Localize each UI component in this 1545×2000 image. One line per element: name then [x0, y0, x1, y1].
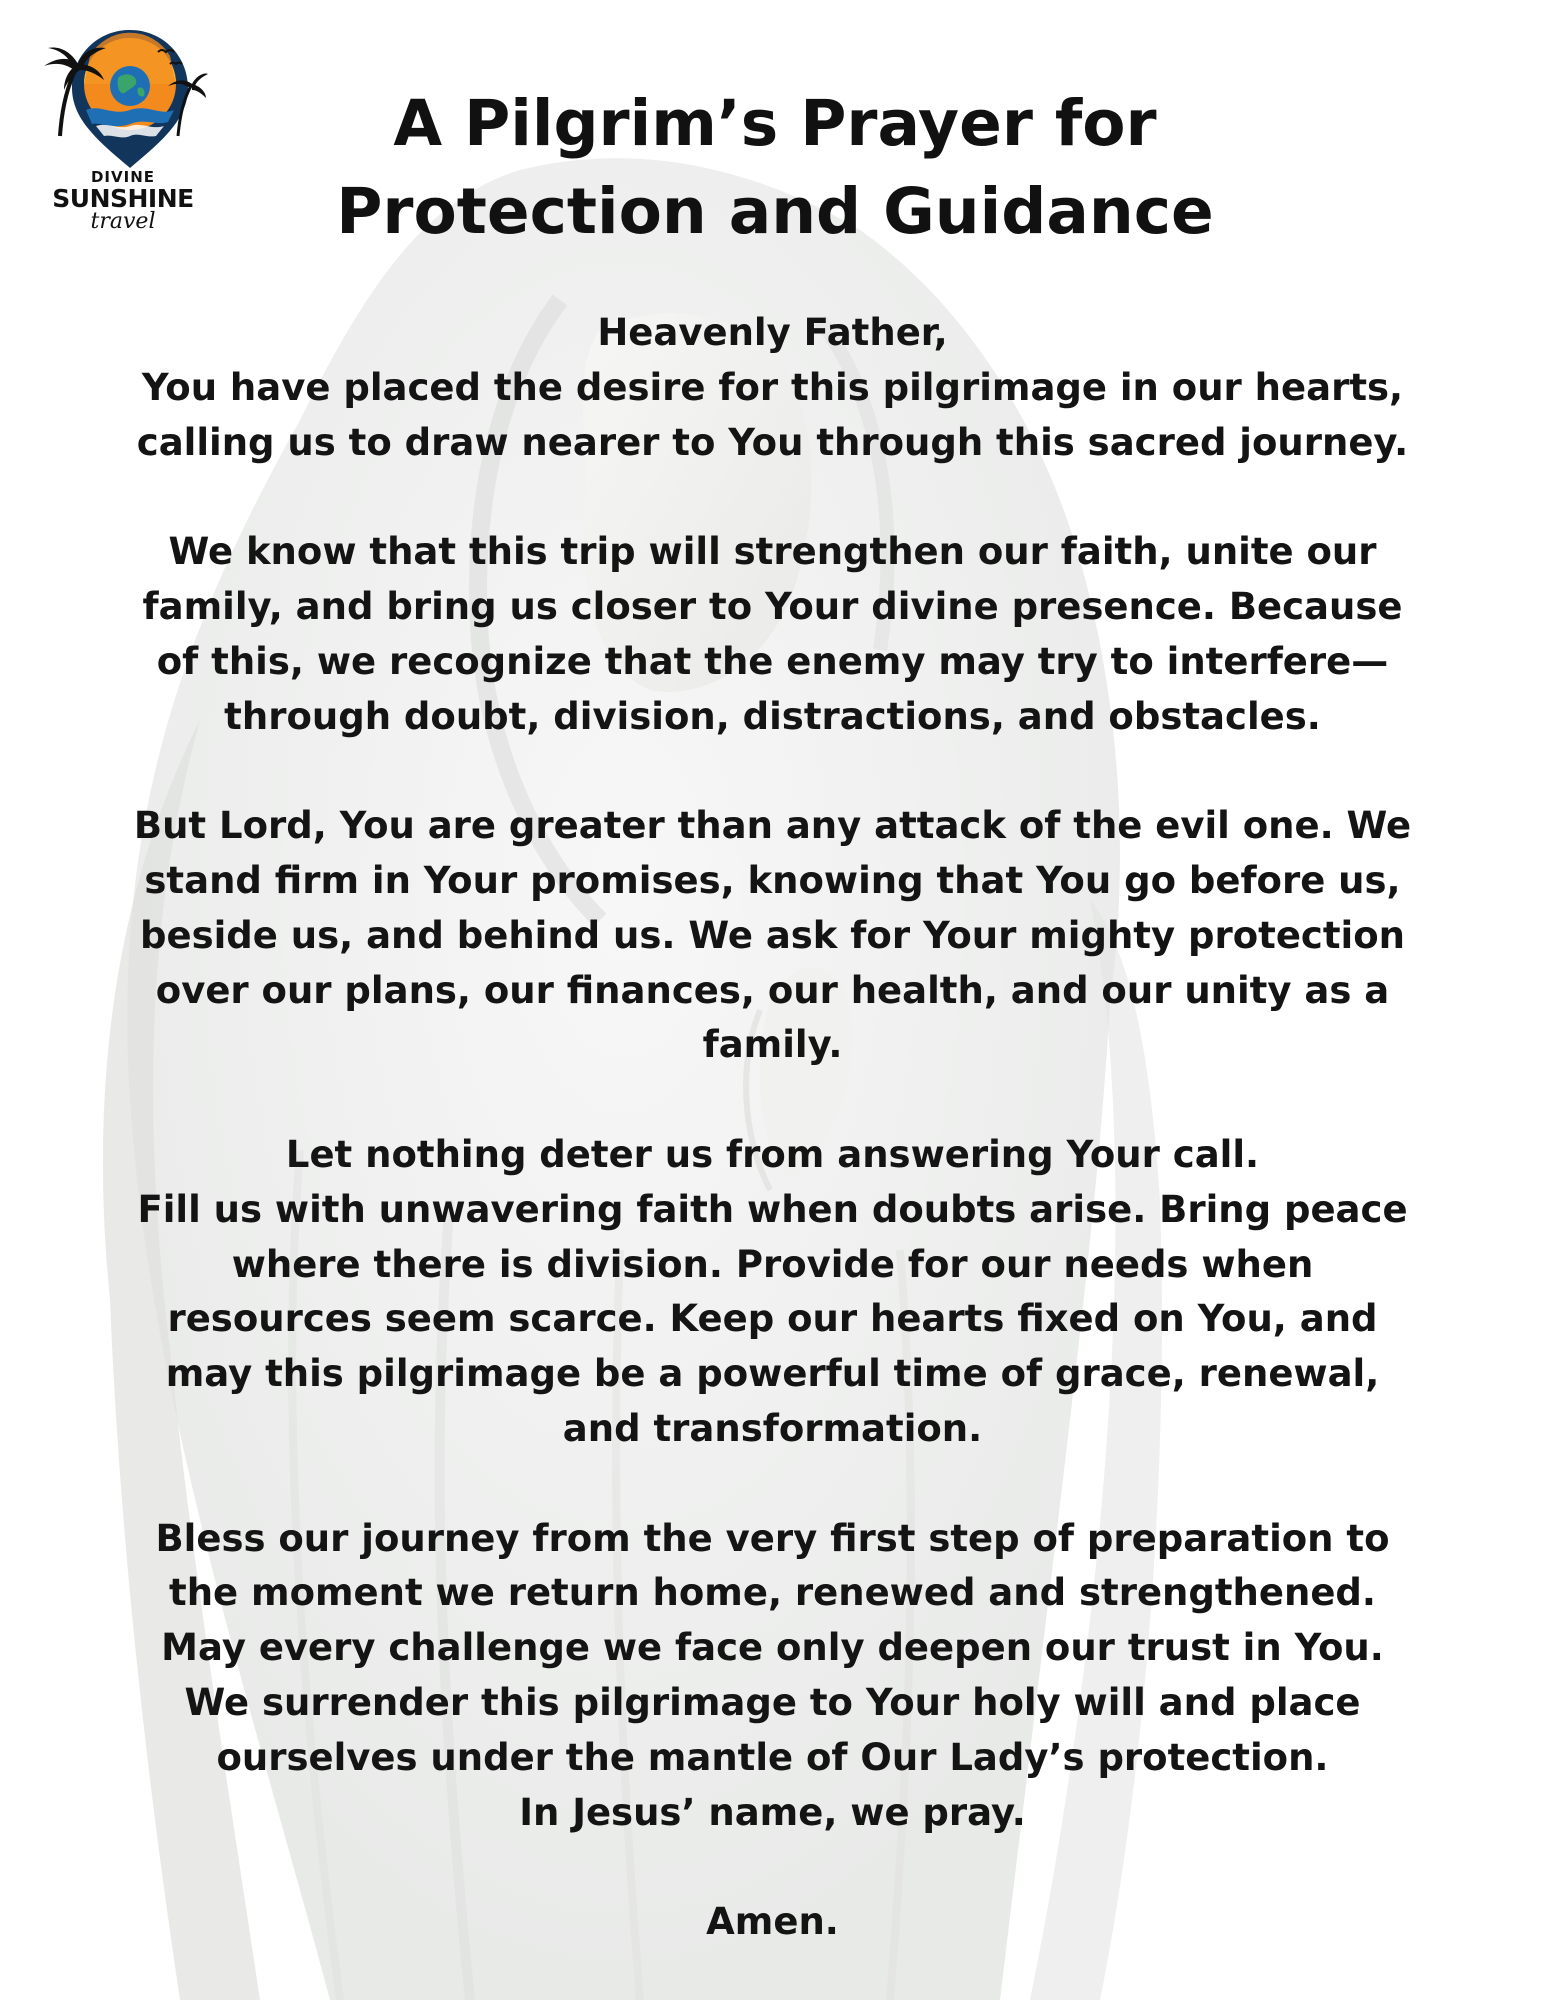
prayer-line: ourselves under the mantle of Our Lady’s protection.: [216, 1735, 1329, 1779]
prayer-line: resources seem scarce. Keep our hearts fixed on You, and: [167, 1297, 1378, 1341]
prayer-line: Fill us with unwavering faith when doubts arise. Bring peace: [137, 1187, 1408, 1231]
prayer-body: [90, 306, 1455, 1950]
prayer-paragraph: [90, 1512, 1455, 1841]
page-title: [250, 80, 1300, 256]
prayer-line: But Lord, You are greater than any attack of the evil one. We: [133, 804, 1412, 848]
logo-brand-line3: travel: [90, 209, 156, 234]
prayer-paragraph: [90, 799, 1455, 1073]
title-line: Protection and Guidance: [336, 175, 1214, 248]
prayer-line: may this pilgrimage be a powerful time of grace, renewal,: [165, 1352, 1380, 1396]
prayer-line: Heavenly Father,: [597, 311, 948, 354]
prayer-line: stand firm in Your promises, knowing that You go before us,: [144, 858, 1401, 902]
prayer-line: beside us, and behind us. We ask for Your mighty protection: [140, 913, 1405, 957]
prayer-paragraph: [90, 306, 1455, 470]
prayer-line: We know that this trip will strengthen our faith, unite our: [168, 530, 1377, 574]
prayer-closing: [90, 1895, 1455, 1950]
map-pin-sunset-palm-icon: [38, 26, 208, 171]
prayer-line: and transformation.: [562, 1406, 983, 1450]
prayer-line: the moment we return home, renewed and strengthened.: [169, 1571, 1376, 1615]
prayer-amen: Amen.: [706, 1900, 839, 1944]
logo-brand-line1: DIVINE: [90, 168, 156, 186]
prayer-line: May every challenge we face only deepen our trust in You.: [161, 1626, 1384, 1670]
prayer-line: Bless our journey from the very first step of preparation to: [155, 1516, 1390, 1560]
prayer-line: through doubt, division, distractions, and obstacles.: [224, 694, 1321, 738]
prayer-line: family, and bring us closer to Your divine presence. Because: [142, 584, 1403, 628]
logo-brand-line2: SUNSHINE: [52, 184, 194, 213]
prayer-line: of this, we recognize that the enemy may try to interfere—: [156, 639, 1389, 683]
title-line: A Pilgrim’s Prayer for: [393, 87, 1157, 160]
prayer-line: You have placed the desire for this pilgrimage in our hearts,: [141, 365, 1404, 409]
prayer-line: family.: [702, 1023, 843, 1067]
divine-sunshine-travel-logo: [38, 26, 208, 246]
prayer-line: over our plans, our finances, our health, and our unity as a: [155, 968, 1390, 1012]
prayer-line: Let nothing deter us from answering Your call.: [285, 1132, 1260, 1176]
prayer-line: In Jesus’ name, we pray.: [519, 1790, 1026, 1834]
prayer-line: We surrender this pilgrimage to Your holy will and place: [184, 1680, 1361, 1724]
logo-wordmark: [38, 168, 208, 232]
prayer-line: calling us to draw nearer to You through this sacred journey.: [136, 420, 1409, 464]
prayer-paragraph: [90, 1128, 1455, 1457]
prayer-line: where there is division. Provide for our needs when: [231, 1242, 1314, 1286]
prayer-paragraph: [90, 525, 1455, 744]
